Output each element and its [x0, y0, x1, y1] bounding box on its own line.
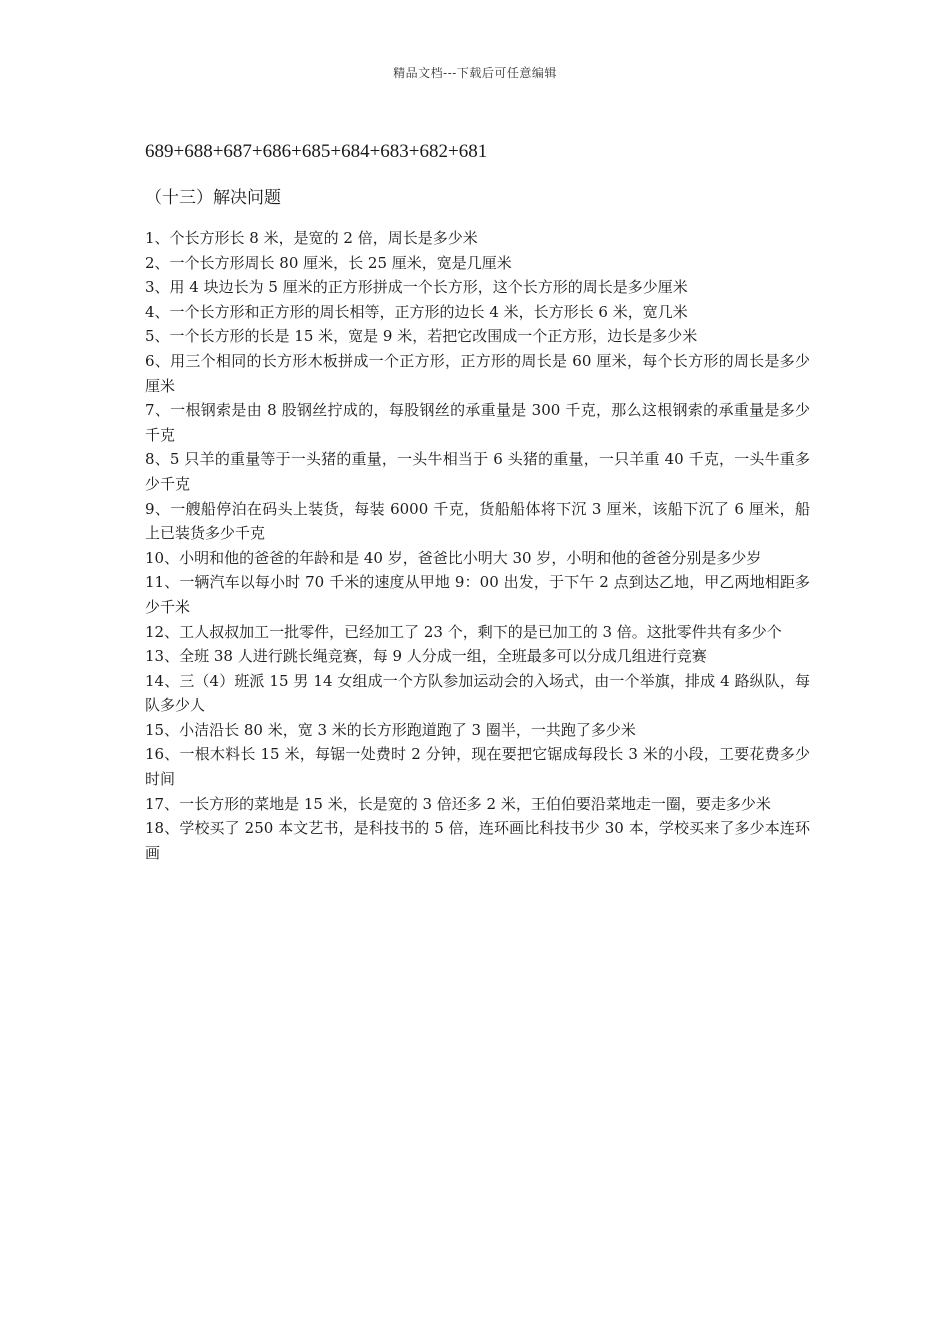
problem-4: 4、一个长方形和正方形的周长相等，正方形的边长 4 米，长方形长 6 米，宽几米: [145, 302, 688, 321]
problem-16: 16、一根木料长 15 米，每锯一处费时 2 分钟，现在要把它锯成每段长 3 米的小段，工要花费多少时间: [145, 745, 810, 789]
problem-3: 3、用 4 块边长为 5 厘米的正方形拼成一个长方形，这个长方形的周长是多少厘米: [145, 278, 688, 297]
problem-2: 2、一个长方形周长 80 厘米，长 25 厘米，宽是几厘米: [145, 253, 512, 272]
section-title: （十三）解决问题: [145, 188, 281, 208]
page-header: 精品文档---下载后可任意编辑: [393, 66, 557, 80]
problem-15: 15、小洁沿长 80 米，宽 3 米的长方形跑道跑了 3 圈半，一共跑了多少米: [145, 720, 636, 739]
problem-13: 13、全班 38 人进行跳长绳竞赛，每 9 人分成一组，全班最多可以分成几组进行竞赛: [145, 647, 707, 666]
problem-18: 18、学校买了 250 本文艺书，是科技书的 5 倍，连环画比科技书少 30 本，学校买来了多少本连环画: [145, 819, 810, 862]
document-body: [145, 140, 810, 865]
problem-10: 10、小明和他的爸爸的年龄和是 40 岁，爸爸比小明大 30 岁，小明和他的爸爸分别是多少岁: [145, 548, 762, 567]
problem-7: 7、一根钢索是由 8 股钢丝拧成的，每股钢丝的承重量是 300 千克，那么这根钢索的承重量是多少千克: [145, 401, 810, 444]
problem-17: 17、一长方形的菜地是 15 米，长是宽的 3 倍还多 2 米，王伯伯要沿菜地走一圈，要走多少米: [145, 794, 771, 813]
problem-14: 14、三（4）班派 15 男 14 女组成一个方队参加运动会的入场式，由一个举旗，排成 4 路纵队，每队多少人: [145, 671, 810, 715]
problem-11: 11、一辆汽车以每小时 70 千米的速度从甲地 9：00 出发，于下午 2 点到达乙地，甲乙两地相距多少千米: [145, 573, 810, 616]
problem-5: 5、一个长方形的长是 15 米，宽是 9 米，若把它改围成一个正方形，边长是多少米: [145, 327, 698, 346]
problem-1: 1、个长方形长 8 米，是宽的 2 倍，周长是多少米: [145, 229, 478, 247]
problem-6: 6、用三个相同的长方形木板拼成一个正方形，正方形的周长是 60 厘米，每个长方形的周长是多少厘米: [145, 351, 810, 395]
problem-9: 9、一艘船停泊在码头上装货，每装 6000 千克，货船船体将下沉 3 厘米，该船下沉了 6 厘米，船上已装货多少千克: [145, 499, 810, 543]
sum-expression: 689+688+687+686+685+684+683+682+681: [145, 141, 488, 162]
problem-12: 12、工人叔叔加工一批零件，已经加工了 23 个，剩下的是已加工的 3 倍。这批零件共有多少个: [145, 622, 782, 641]
problem-list: [145, 226, 810, 865]
problem-8: 8、5 只羊的重量等于一头猪的重量，一头牛相当于 6 头猪的重量，一只羊重 40 千克，一头牛重多少千克: [145, 450, 810, 493]
